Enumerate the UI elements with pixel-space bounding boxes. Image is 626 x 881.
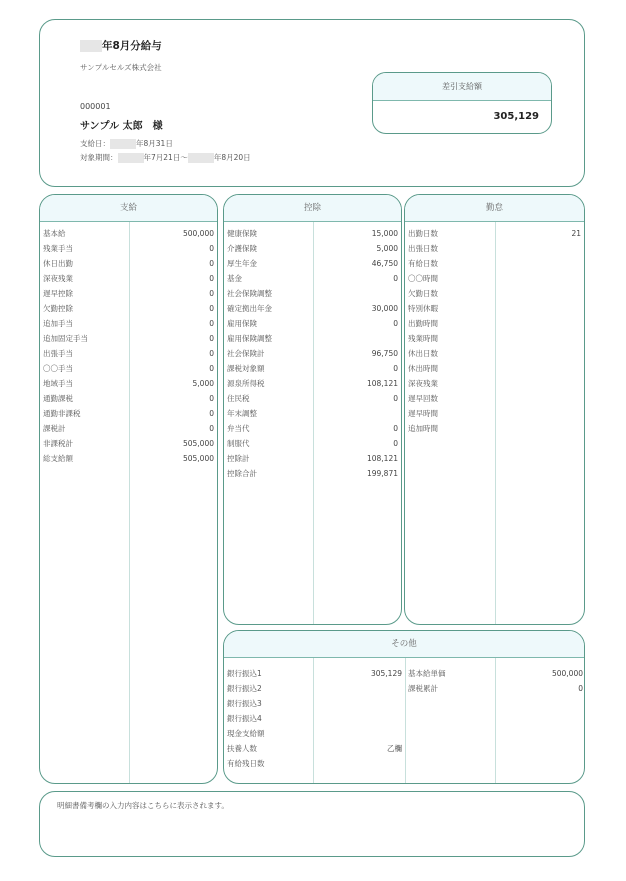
row-value: 500,000 [551,669,583,678]
row-label: 通勤課税 [43,394,73,403]
row-value: 108,121 [366,379,398,388]
row-label: 社会保険調整 [227,289,272,298]
row-value: 0 [209,319,214,328]
row-value: 0 [209,289,214,298]
row-label: 社会保険計 [227,349,265,358]
remarks-panel [39,791,585,857]
row-value: 0 [393,394,398,403]
row-label: 〇〇時間 [408,274,438,283]
row-value: 0 [393,424,398,433]
row-label: 住民税 [227,394,250,403]
row-label: 〇〇手当 [43,364,73,373]
row-label: 介護保険 [227,244,257,253]
row-label: 制服代 [227,439,250,448]
row-value: 108,121 [366,454,398,463]
row-label: 源泉所得税 [227,379,265,388]
row-value: 0 [393,439,398,448]
table-row [224,711,405,726]
row-value: 500,000 [182,229,214,238]
other-title: その他 [224,631,584,658]
attendance-panel [404,194,585,625]
row-label: 遅早時間 [408,409,438,418]
table-row [224,756,405,771]
row-value: 0 [209,364,214,373]
remarks-text: 明細書備考欄の入力内容はこちらに表示されます。 [57,801,229,810]
row-value: 0 [209,259,214,268]
employee-name: サンプル 太郎 様 [80,121,163,132]
row-value: 0 [209,274,214,283]
table-row [224,681,405,696]
row-label: 残業手当 [43,244,73,253]
row-label: 遅早控除 [43,289,73,298]
row-label: 現金支給額 [227,729,265,738]
other-right-rows [405,662,585,696]
row-label: 課税累計 [408,684,438,693]
row-value: 5,000 [376,244,398,253]
row-label: 欠勤控除 [43,304,73,313]
table-row [224,666,405,681]
row-value: 46,750 [371,259,398,268]
row-label: 基金 [227,274,242,283]
row-label: 銀行振込1 [227,669,262,678]
row-value: 0 [209,334,214,343]
column-divider [313,222,314,624]
row-label: 扶養人数 [227,744,257,753]
redacted-year [80,40,102,52]
row-label: 有給残日数 [227,759,265,768]
row-value: 0 [393,364,398,373]
table-row [405,666,585,681]
row-value: 0 [393,274,398,283]
row-label: 出張手当 [43,349,73,358]
row-value: 5,000 [192,379,214,388]
row-label: 休出時間 [408,364,438,373]
payslip-header [39,19,585,187]
payments-panel [39,194,218,784]
row-label: 特別休暇 [408,304,438,313]
row-label: 総支給額 [43,454,73,463]
deductions-title: 控除 [224,195,401,222]
row-value: 21 [571,229,581,238]
row-value: 30,000 [371,304,398,313]
table-row [405,681,585,696]
redacted-year [110,139,136,149]
column-divider [129,222,130,783]
row-value: 96,750 [371,349,398,358]
row-label: 休出日数 [408,349,438,358]
row-label: 控除計 [227,454,250,463]
row-label: 課税計 [43,424,66,433]
other-panel [223,630,585,784]
row-value: 505,000 [182,454,214,463]
table-row [224,696,405,711]
row-value: 0 [209,394,214,403]
row-value: 0 [393,319,398,328]
row-label: 基本給 [43,229,66,238]
row-label: 追加固定手当 [43,334,88,343]
row-label: 地域手当 [43,379,73,388]
row-value: 15,000 [371,229,398,238]
row-label: 休日出勤 [43,259,73,268]
attendance-title: 勤怠 [405,195,584,222]
payments-title: 支給 [40,195,217,222]
row-label: 控除合計 [227,469,257,478]
row-label: 欠勤日数 [408,289,438,298]
row-label: 深夜残業 [43,274,73,283]
row-value: 505,000 [182,439,214,448]
row-label: 厚生年金 [227,259,257,268]
row-value: 0 [578,684,583,693]
row-label: 基本給単価 [408,669,446,678]
row-value: 0 [209,424,214,433]
row-label: 有給日数 [408,259,438,268]
row-label: 課税対象額 [227,364,265,373]
row-value: 0 [209,409,214,418]
row-label: 遅早回数 [408,394,438,403]
row-value: 0 [209,304,214,313]
row-label: 非課税計 [43,439,73,448]
company-name: サンプルセルズ株式会社 [80,63,162,72]
row-value: 305,129 [370,669,402,678]
net-pay-value: 305,129 [493,111,539,122]
payslip-title: 年8月分給与 [80,38,162,53]
row-label: 確定拠出年金 [227,304,272,313]
net-pay-box [372,72,552,134]
column-divider [495,222,496,624]
row-label: 弁当代 [227,424,250,433]
row-label: 出勤時間 [408,319,438,328]
row-value: 0 [209,349,214,358]
row-label: 年末調整 [227,409,257,418]
row-label: 出勤日数 [408,229,438,238]
other-left-rows [224,662,405,771]
employee-number: 000001 [80,102,111,111]
row-label: 追加時間 [408,424,438,433]
row-label: 雇用保険調整 [227,334,272,343]
row-label: 深夜残業 [408,379,438,388]
row-label: 残業時間 [408,334,438,343]
row-label: 雇用保険 [227,319,257,328]
net-pay-label: 差引支給額 [373,73,551,101]
row-label: 出張日数 [408,244,438,253]
redacted-year [188,153,214,163]
target-period: 対象期間： 年7月21日～ 年8月20日 [80,153,251,162]
row-value: 0 [209,244,214,253]
row-label: 銀行振込4 [227,714,262,723]
row-label: 健康保険 [227,229,257,238]
row-value: 乙欄 [387,744,402,753]
redacted-year [118,153,144,163]
row-label: 追加手当 [43,319,73,328]
row-label: 通勤非課税 [43,409,81,418]
table-row [224,741,405,756]
row-label: 銀行振込2 [227,684,262,693]
pay-date: 支給日： 年8月31日 [80,139,173,148]
row-value: 199,871 [366,469,398,478]
deductions-panel [223,194,402,625]
row-label: 銀行振込3 [227,699,262,708]
table-row [224,726,405,741]
